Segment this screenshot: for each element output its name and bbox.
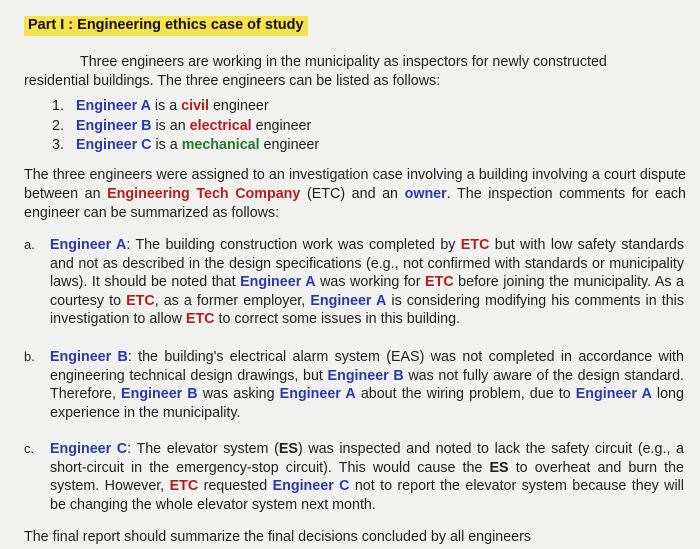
list-item: 3. Engineer C is a mechanical engineer xyxy=(52,137,320,153)
item-b: b. Engineer B: the building's electrical alarm system (EAS) was not completed in accordance with engineering technical design drawings, but Engineer B was not fully aware of the design standard. Therefore, Engineer B was asking Engineer A about the wiring problem, due to Engineer A long experience in the municipality. xyxy=(24,349,684,421)
final-paragraph: The final report should summarize the final decisions concluded by all engineers xyxy=(24,529,532,545)
assignment-paragraph: The three engineers were assigned to an investigation case involving a building involving a court dispute between an Engineering Tech Company (ETC) and an owner. The inspection comments for each engineer can be summarized as follows: xyxy=(24,167,686,221)
list-item: 1. Engineer A is a civil engineer xyxy=(52,98,269,114)
engineer-list xyxy=(52,97,319,156)
item-c: c. Engineer C: The elevator system (ES) was inspected and noted to lack the safety circuit (e.g., a short-circuit in the emergency-stop circuit). This would cause the ES to overheat and burn the system. However, ETC requested Engineer C not to report the elevator system because they will be changing the whole elevator system next month. xyxy=(24,441,685,513)
intro-line-2: residential buildings. The three engineers can be listed as follows: xyxy=(24,73,441,89)
intro-line-1: Three engineers are working in the municipality as inspectors for newly constructed xyxy=(80,54,607,70)
list-item: 2. Engineer B is an electrical engineer xyxy=(52,117,312,134)
section-title: Part I : Engineering ethics case of study xyxy=(24,16,308,36)
item-a: a. Engineer A: The building construction work was completed by ETC but with low safety standards and not as described in the design specifications (e.g., not confirmed with standards or municipality laws). It should be noted that Engineer A was working for ETC before joining the municipality. As a courtesy to ETC, as a former employer, Engineer A is considering modifying his comments in this investigation to allow ETC to correct some issues in this building. xyxy=(24,237,684,328)
